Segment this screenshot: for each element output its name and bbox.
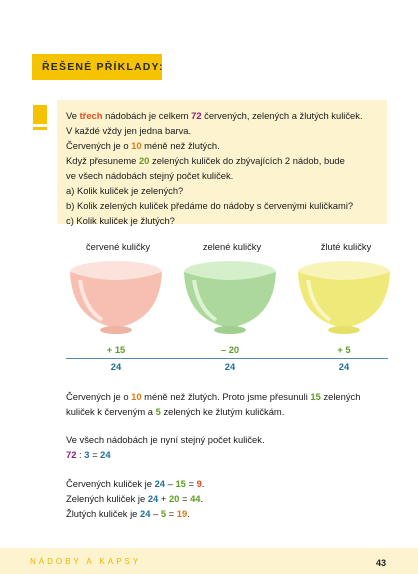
bowl-label-yellow: žluté kuličky	[320, 241, 372, 252]
result-line-red: Červených kuliček je 24 – 15 = 9.	[66, 478, 205, 489]
question-b: b) Kolik zelených kuliček předáme do nádoby s červenými kuličkami?	[66, 200, 354, 211]
solution-equation: 72 : 3 = 24	[66, 449, 111, 460]
solution-line-3: Ve všech nádobách je nyní stejný počet kuliček.	[66, 434, 265, 445]
problem-marker-stripe	[33, 127, 47, 130]
result-line-green: Zelených kuliček je 24 + 20 = 44.	[66, 493, 204, 504]
problem-line-1: Ve třech nádobách je celkem 72 červených, zelených a žlutých kuliček.	[66, 110, 363, 121]
divider-line	[66, 358, 388, 359]
problem-line-2: V každé vždy jen jedna barva.	[66, 125, 192, 136]
red-bowl-image	[66, 258, 166, 336]
solution-line-2: kuliček k červeným a 5 zelených ke žlutým kuličkám.	[66, 406, 285, 417]
problem-marker	[33, 105, 47, 124]
result-green: 24	[224, 361, 236, 372]
question-c: c) Kolik kuliček je žlutých?	[66, 215, 175, 226]
change-yellow: + 5	[337, 344, 351, 355]
change-green: – 20	[220, 344, 240, 355]
bowl-label-red: červené kuličky	[85, 241, 151, 252]
solution-line-1: Červených je o 10 méně než žlutých. Proto jsme přesunuli 15 zelených	[66, 391, 361, 402]
result-line-yellow: Žlutých kuliček je 24 – 5 = 19.	[66, 508, 190, 519]
result-red: 24	[110, 361, 122, 372]
yellow-bowl-image	[294, 258, 394, 336]
problem-line-3: Červených je o 10 méně než žlutých.	[66, 140, 220, 151]
green-bowl-image	[180, 258, 280, 336]
change-red: + 15	[106, 344, 126, 355]
problem-line-4: Když přesuneme 20 zelených kuliček do zbývajících 2 nádob, bude	[66, 155, 345, 166]
question-a: a) Kolik kuliček je zelených?	[66, 185, 184, 196]
page-number: 43	[376, 558, 387, 568]
bowl-label-green: zelené kuličky	[202, 241, 262, 252]
section-heading: ŘEŠENÉ PŘÍKLADY:	[42, 61, 164, 73]
result-yellow: 24	[338, 361, 350, 372]
problem-line-5: ve všech nádobách stejný počet kuliček.	[66, 170, 234, 181]
chapter-title: NÁDOBY A KAPSY	[30, 557, 142, 566]
